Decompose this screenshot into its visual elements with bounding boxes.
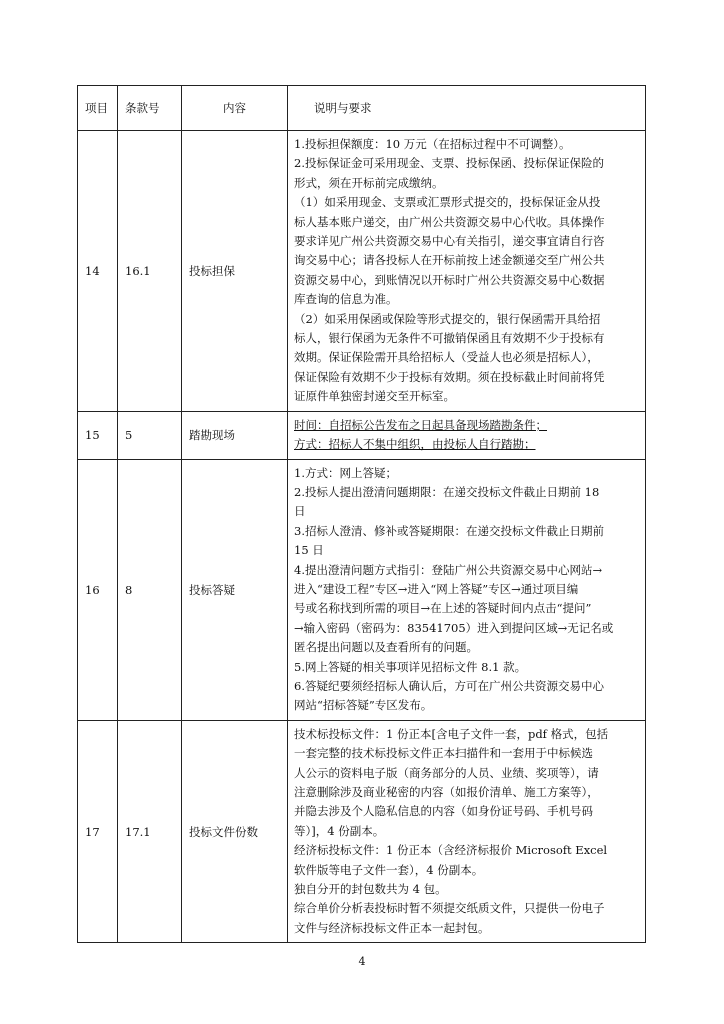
table-row (78, 411, 646, 459)
description-line: 并隐去涉及个人隐私信息的内容（如身份证号码、手机号码 (294, 804, 593, 819)
description-line: 标人，银行保函为无条件不可撤销保函且有效期不少于投标有 (294, 331, 605, 346)
row-clause-number: 8 (118, 459, 182, 720)
description-line: （2）如采用保函或保险等形式提交的，银行保函需开具给招 (294, 311, 601, 326)
description-line: 要求详见广州公共资源交易中心有关指引，递交事宜请自行咨 (294, 234, 605, 249)
description-line: 等）]，4 份副本。 (294, 823, 385, 838)
description-line: （1）如采用现金、支票或汇票形式提交的，投标保证金从投 (294, 195, 601, 210)
description-line: 资源交易中心，到账情况以开标时广州公共资源交易中心数据 (294, 272, 605, 287)
description-line: 技术标投标文件：1 份正本[含电子文件一套，pdf 格式，包括 (294, 726, 609, 741)
row-item-number: 16 (78, 459, 118, 720)
description-line: 15 日 (294, 543, 324, 558)
description-line: 日 (294, 504, 306, 519)
row-clause-number: 16.1 (118, 131, 182, 412)
description-line: 独自分开的封包数共为 4 包。 (294, 882, 447, 897)
row-content: 踏勘现场 (182, 411, 288, 459)
description-line: 4.提出澄清问题方式指引：登陆广州公共资源交易中心网站→ (294, 562, 603, 577)
description-line: 注意删除涉及商业秘密的内容（如报价清单、施工方案等）， (294, 785, 599, 799)
row-content: 投标文件份数 (182, 720, 288, 942)
row-content: 投标担保 (182, 131, 288, 412)
table-row (78, 459, 646, 720)
requirements-table (77, 85, 646, 943)
row-content: 投标答疑 (182, 459, 288, 720)
row-clause-number: 5 (118, 411, 182, 459)
description-line: 人公示的资料电子版（商务部分的人员、业绩、奖项等），请 (294, 765, 599, 780)
description-line: 方式：招标人不集中组织，由投标人自行踏勘； (294, 437, 536, 452)
description-line: 1.投标担保额度：10 万元（在招标过程中不可调整）。 (294, 137, 571, 151)
header-clause: 条款号 (118, 86, 182, 131)
description-line: 经济标投标文件：1 份正本（含经济标报价 Microsoft Excel (294, 843, 608, 858)
description-line: 一套完整的技术标投标文件正本扫描件和一套用于中标候选 (294, 746, 593, 761)
description-line: 综合单价分析表投标时暂不须提交纸质文件，只提供一份电子 (294, 901, 605, 916)
row-description (288, 411, 646, 459)
description-line: 时间：自招标公告发布之日起具备现场踏勘条件； (294, 417, 547, 432)
description-line: 形式，须在开标前完成缴纳。 (294, 175, 444, 190)
description-line: 标人基本账户递交，由广州公共资源交易中心代收。具体操作 (294, 214, 605, 229)
header-content: 内容 (182, 86, 288, 131)
description-line: 2.投标人提出澄清问题期限：在递交投标文件截止日期前 18 (294, 484, 600, 499)
description-line: 询交易中心；请各投标人在开标前按上述金额递交至广州公共 (294, 253, 605, 268)
header-item: 项目 (78, 86, 118, 131)
description-line: 软件版等电子文件一套），4 份副本。 (294, 862, 484, 877)
description-line: 5.网上答疑的相关事项详见招标文件 8.1 款。 (294, 659, 527, 674)
description-line: 文件与经济标投标文件正本一起封包。 (294, 920, 490, 935)
description-line: 6.答疑纪要须经招标人确认后，方可在广州公共资源交易中心 (294, 678, 604, 693)
description-line: 库查询的信息为准。 (294, 292, 398, 307)
row-item-number: 15 (78, 411, 118, 459)
row-description (288, 459, 646, 720)
row-item-number: 14 (78, 131, 118, 412)
row-clause-number: 17.1 (118, 720, 182, 942)
page-number: 4 (358, 955, 366, 968)
description-line: 证原件单独密封递交至开标室。 (294, 389, 455, 404)
description-line: 1.方式：网上答疑； (294, 465, 397, 480)
table-row (78, 720, 646, 942)
description-line: 匿名提出问题以及查看所有的问题。 (294, 640, 478, 655)
table-header-row (78, 86, 646, 131)
description-line: 号或名称找到所需的项目→在上述的答疑时间内点击“提问” (294, 601, 592, 616)
description-line: →输入密码（密码为：83541705）进入到提问区域→无记名或 (294, 620, 614, 635)
table-row (78, 131, 646, 412)
header-description: 说明与要求 (288, 86, 646, 131)
row-description (288, 720, 646, 942)
description-line: 保证保险有效期不少于投标有效期。须在投标截止时间前将凭 (294, 369, 605, 384)
description-line: 进入“建设工程”专区→进入“网上答疑”专区→通过项目编 (294, 581, 579, 596)
description-line: 效期。保证保险需开具给招标人（受益人也必须是招标人）， (294, 350, 599, 365)
description-line: 2.投标保证金可采用现金、支票、投标保函、投标保证保险的 (294, 156, 604, 171)
description-line: 3.招标人澄清、修补或答疑期限：在递交投标文件截止日期前 (294, 523, 604, 538)
row-item-number: 17 (78, 720, 118, 942)
description-line: 网站“招标答疑”专区发布。 (294, 698, 433, 713)
row-description (288, 131, 646, 412)
